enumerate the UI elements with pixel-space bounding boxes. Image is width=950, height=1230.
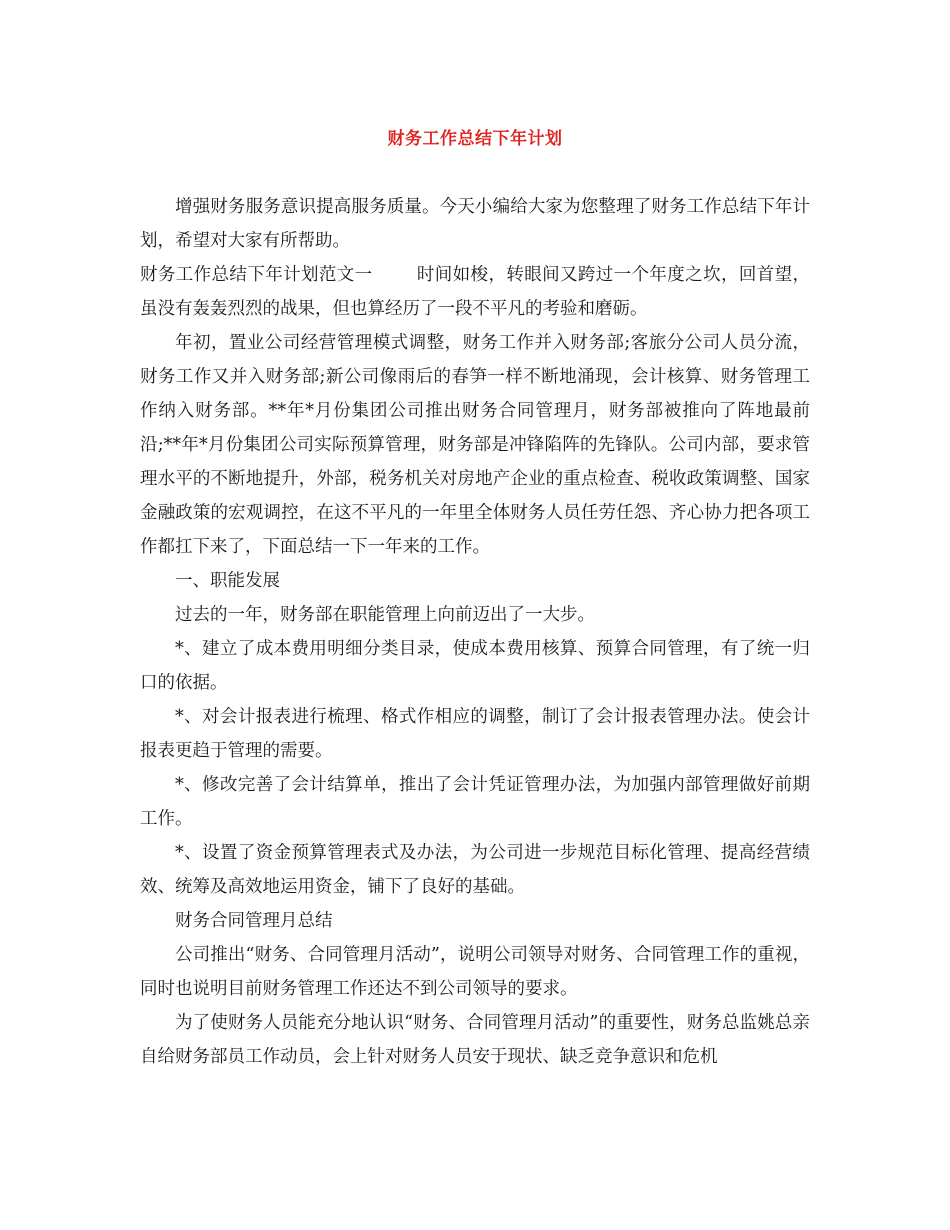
document-body <box>140 190 810 1074</box>
paragraph-mobilization: 为了使财务人员能充分地认识“财务、合同管理月活动”的重要性，财务总监姚总亲自给财务部员工作动员，会上针对财务人员安于现状、缺乏竞争意识和危机 <box>140 1013 810 1067</box>
list-item-settlement: *、修改完善了会计结算单，推出了会计凭证管理办法，为加强内部管理做好前期工作。 <box>140 775 810 829</box>
list-item-report-format: *、对会计报表进行梳理、格式作相应的调整，制订了会计报表管理办法。使会计报表更趋于管理的需要。 <box>140 707 810 761</box>
paragraph-function-intro: 过去的一年，财务部在职能管理上向前迈出了一大步。 <box>175 605 595 625</box>
paragraph-sample-one <box>140 258 810 326</box>
paragraph-intro: 增强财务服务意识提高服务质量。今天小编给大家为您整理了财务工作总结下年计划，希望对大家有所帮助。 <box>140 197 810 251</box>
paragraph-contract-month: 公司推出“财务、合同管理月活动”，说明公司领导对财务、合同管理工作的重视，同时也说明目前财务管理工作还达不到公司领导的要求。 <box>140 945 810 999</box>
section-heading-function: 一、职能发展 <box>175 571 280 591</box>
paragraph-lead-text: 时间如梭，转眼间又跨过一个年度之坎，回首望，虽没有轰轰烈烈的战果，但也算经历了一段不平凡的考验和磨砺。 <box>140 265 810 319</box>
paragraph-annual-review: 年初，置业公司经营管理模式调整，财务工作并入财务部;客旅分公司人员分流，财务工作又并入财务部;新公司像雨后的春笋一样不断地涌现，会计核算、财务管理工作纳入财务部。**年*月份集团公司推出财务合同管理月，财务部被推向了阵地最前沿;**年*月份集团公司实际预算管理，财务部是冲锋陷阵的先锋队。公司内部，要求管理水平的不断地提升，外部，税务机关对房地产企业的重点检查、税收政策调整、国家金融政策的宏观调控，在这不平凡的一年里全体财务人员任劳任怨、齐心协力把各项工作都扛下来了，下面总结一下一年来的工作。 <box>140 333 810 557</box>
document-title: 财务工作总结下年计划 <box>387 129 563 149</box>
list-item-budget: *、设置了资金预算管理表式及办法，为公司进一步规范目标化管理、提高经营绩效、统筹及高效地运用资金，铺下了良好的基础。 <box>140 843 810 897</box>
paragraph-lead: 财务工作总结下年计划范文一 <box>140 265 373 285</box>
section-heading-contract-month: 财务合同管理月总结 <box>175 911 333 931</box>
list-item-cost-catalog: *、建立了成本费用明细分类目录，使成本费用核算、预算合同管理，有了统一归口的依据。 <box>140 639 810 693</box>
